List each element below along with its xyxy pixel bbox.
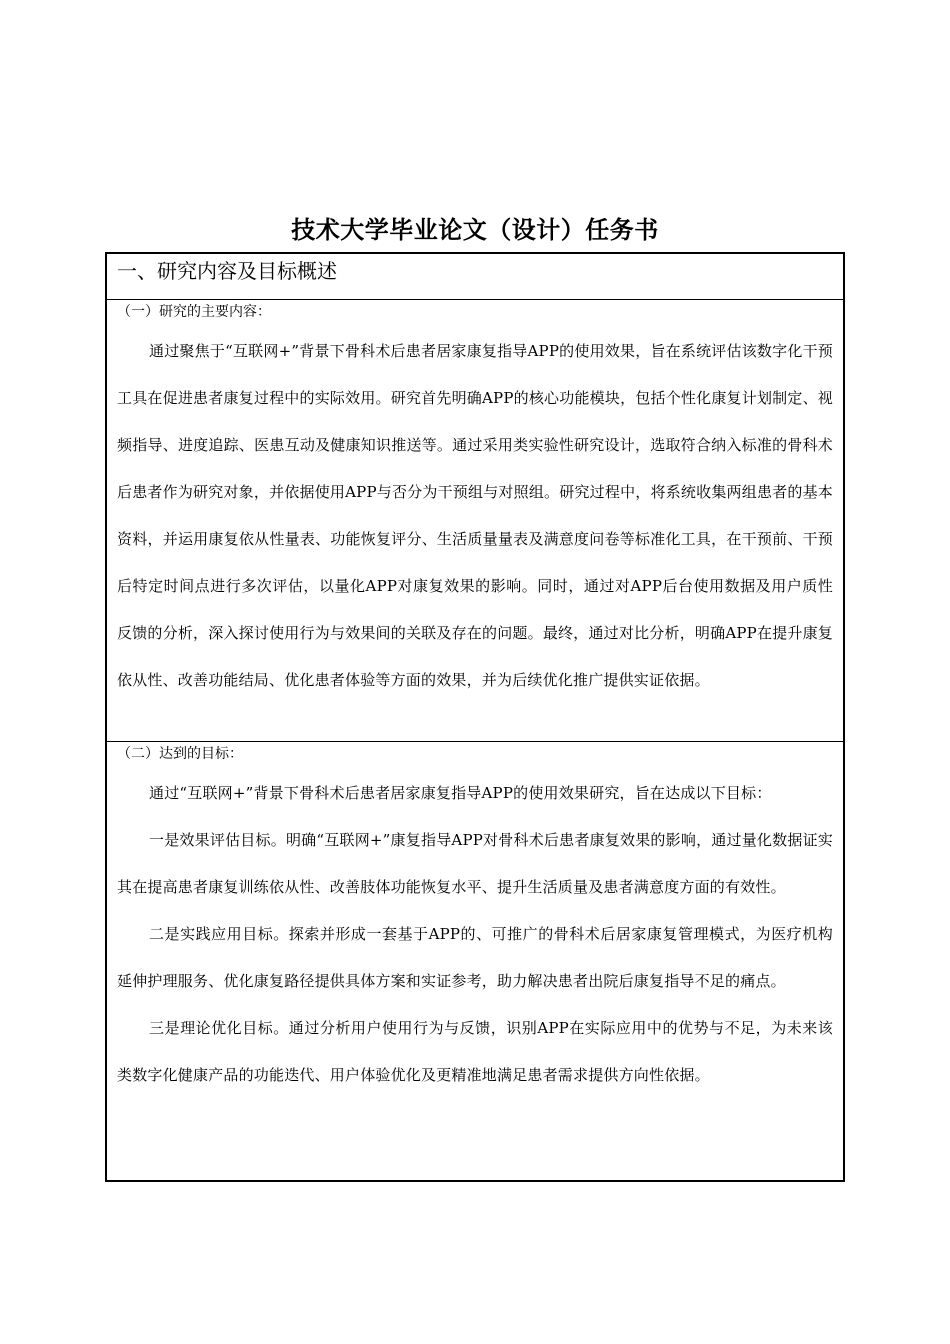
goals-intro-paragraph: 通过“互联网+”背景下骨科术后患者居家康复指导APP的使用效果研究，旨在达成以下目标： (149, 784, 772, 802)
goal-practice-application: 二是实践应用目标。探索并形成一套基于APP的、可推广的骨科术后居家康复管理模式，为医疗机构延伸护理服务、优化康复路径提供具体方案和实证参考，助力解决患者出院后康复指导不足的痛点。 (117, 925, 833, 990)
goal-theory-optimization: 三是理论优化目标。通过分析用户使用行为与反馈，识别APP在实际应用中的优势与不足，为未来该类数字化健康产品的功能迭代、用户体验优化及更精准地满足患者需求提供方向性依据。 (117, 1019, 833, 1084)
section-heading: 一、研究内容及目标概述 (107, 254, 843, 300)
task-table (105, 252, 845, 1182)
goals-block (107, 742, 843, 1099)
goal-effect-evaluation: 一是效果评估目标。明确“互联网+”康复指导APP对骨科术后患者康复效果的影响，通过量化数据证实其在提高患者康复训练依从性、改善肢体功能恢复水平、提升生活质量及患者满意度方面的有效性。 (117, 831, 833, 896)
research-content-heading: （一）研究的主要内容： (117, 304, 271, 320)
research-content-block (107, 300, 843, 742)
research-content-paragraph: 通过聚焦于“互联网+”背景下骨科术后患者居家康复指导APP的使用效果，旨在系统评估该数字化干预工具在促进患者康复过程中的实际效用。研究首先明确APP的核心功能模块，包括个性化康复计划制定、视频指导、进度追踪、医患互动及健康知识推送等。通过采用类实验性研究设计，选取符合纳入标准的骨科术后患者作为研究对象，并依据使用APP与否分为干预组与对照组。研究过程中，将系统收集两组患者的基本资料，并运用康复依从性量表、功能恢复评分、生活质量量表及满意度问卷等标准化工具，在干预前、干预后特定时间点进行多次评估，以量化APP对康复效果的影响。同时，通过对APP后台使用数据及用户质性反馈的分析，深入探讨使用行为与效果间的关联及存在的问题。最终，通过对比分析，明确APP在提升康复依从性、改善功能结局、优化患者体验等方面的效果，并为后续优化推广提供实证依据。 (117, 342, 833, 689)
goals-heading: （二）达到的目标： (117, 746, 243, 762)
document-title: 技术大学毕业论文（设计）任务书 (291, 216, 659, 244)
